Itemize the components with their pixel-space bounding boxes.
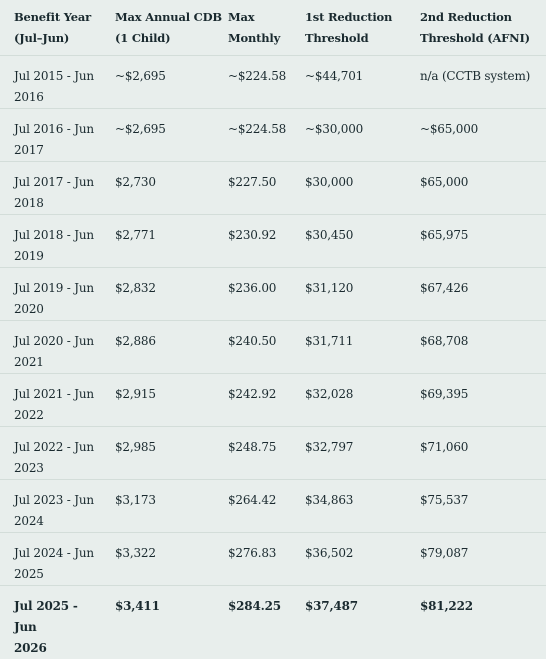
cell-second-threshold: $67,426 [420,281,469,295]
cell-benefit-year: Jul 2024 - Jun 2025 [14,546,94,581]
cell-max-annual: $2,771 [115,228,156,242]
cell-max-annual: $2,730 [115,175,156,189]
cell-max-annual: $2,915 [115,387,156,401]
cell-first-threshold: $31,711 [305,334,354,348]
cell-first-threshold: $32,028 [305,387,354,401]
cell-max-monthly: $242.92 [228,387,277,401]
cell-max-annual: $2,985 [115,440,156,454]
cell-benefit-year: Jul 2025 - Jun 2026 [14,599,78,655]
table-row [0,215,546,268]
table-header-row [0,0,546,56]
cell-benefit-year: Jul 2022 - Jun 2023 [14,440,94,475]
cell-max-monthly: $284.25 [228,599,281,613]
cell-max-monthly: $230.92 [228,228,277,242]
cell-first-threshold: ~$30,000 [305,122,364,136]
cell-max-monthly: $276.83 [228,546,277,560]
cell-max-monthly: $240.50 [228,334,277,348]
cell-benefit-year: Jul 2019 - Jun 2020 [14,281,94,316]
cell-second-threshold: ~$65,000 [420,122,479,136]
cell-first-threshold: $36,502 [305,546,354,560]
header-max-monthly: Max Monthly [228,10,281,45]
cell-first-threshold: $30,000 [305,175,354,189]
header-max-annual-cdb: Max Annual CDB (1 Child) [115,10,222,45]
cell-second-threshold: $65,000 [420,175,469,189]
cell-benefit-year: Jul 2016 - Jun 2017 [14,122,94,157]
cell-max-annual: $2,832 [115,281,156,295]
cell-max-monthly: $227.50 [228,175,277,189]
table-row [0,533,546,586]
cell-max-annual: $3,322 [115,546,156,560]
table-row [0,109,546,162]
cell-max-monthly: ~$224.58 [228,69,287,83]
cell-second-threshold: $69,395 [420,387,469,401]
header-second-reduction-threshold: 2nd Reduction Threshold (AFNI) [420,10,530,45]
cell-second-threshold: $71,060 [420,440,469,454]
cell-benefit-year: Jul 2015 - Jun 2016 [14,69,94,104]
table-row [0,374,546,427]
cell-second-threshold: $68,708 [420,334,469,348]
cell-benefit-year: Jul 2021 - Jun 2022 [14,387,94,422]
cell-first-threshold: $30,450 [305,228,354,242]
table-row-current-year [0,586,546,655]
cell-first-threshold: $34,863 [305,493,354,507]
cell-second-threshold: $81,222 [420,599,473,613]
cell-first-threshold: ~$44,701 [305,69,364,83]
table-row [0,56,546,109]
cell-second-threshold: $79,087 [420,546,469,560]
header-benefit-year: Benefit Year (Jul–Jun) [14,10,91,45]
cell-benefit-year: Jul 2023 - Jun 2024 [14,493,94,528]
table-row [0,321,546,374]
cell-first-threshold: $31,120 [305,281,354,295]
header-first-reduction-threshold: 1st Reduction Threshold [305,10,393,45]
cell-max-annual: $2,886 [115,334,156,348]
cell-max-annual: ~$2,695 [115,69,166,83]
table-row [0,480,546,533]
cell-max-monthly: $264.42 [228,493,277,507]
cell-max-annual: $3,411 [115,599,160,613]
cell-max-annual: $3,173 [115,493,156,507]
table-row [0,268,546,321]
cell-second-threshold: n/a (CCTB system) [420,69,531,83]
cell-second-threshold: $75,537 [420,493,469,507]
cell-benefit-year: Jul 2020 - Jun 2021 [14,334,94,369]
table-row [0,427,546,480]
cell-max-monthly: ~$224.58 [228,122,287,136]
cell-second-threshold: $65,975 [420,228,469,242]
table-row [0,162,546,215]
cell-max-annual: ~$2,695 [115,122,166,136]
cell-benefit-year: Jul 2017 - Jun 2018 [14,175,94,210]
cell-max-monthly: $248.75 [228,440,277,454]
cell-first-threshold: $37,487 [305,599,358,613]
cell-max-monthly: $236.00 [228,281,277,295]
cell-benefit-year: Jul 2018 - Jun 2019 [14,228,94,263]
cell-first-threshold: $32,797 [305,440,354,454]
